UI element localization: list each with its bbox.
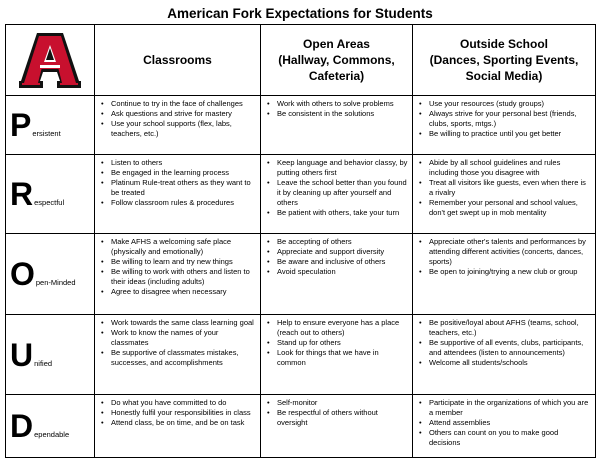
cell-open-areas [261,234,413,315]
list-item: • Stand up for others [277,338,408,348]
table-row [6,395,596,458]
header-open-areas: Open Areas (Hallway, Commons, Cafeteria) [261,25,413,96]
bullet-list [95,315,260,371]
cell-open-areas [261,155,413,234]
list-item: • Be positive/loyal about AFHS (teams, school, teachers, etc.) [429,318,591,338]
list-item: • Attend assemblies [429,418,591,428]
trait-letter: U [10,336,34,373]
bullet-list [261,234,412,280]
list-item: • Participate in the organizations of which you are a member [429,398,591,418]
trait-word: ersistent [32,129,61,138]
list-item: • Work with others to solve problems [277,99,408,109]
bullet-list [413,96,595,142]
list-item: • Leave the school better than you found it by cleaning up after yourself and others [277,178,408,208]
list-item: • Treat all visitors like guests, even when there is a rivalry [429,178,591,198]
page-title: American Fork Expectations for Students [167,6,433,21]
list-item: • Platinum Rule-treat others as they want to be treated [111,178,256,198]
list-item: • Ask questions and strive for mastery [111,109,256,119]
list-item: • Be supportive of classmates mistakes, successes, and accomplishments [111,348,256,368]
table-row [6,96,596,155]
list-item: • Honestly fulfil your responsibilities in class [111,408,256,418]
cell-outside [413,96,596,155]
bullet-list [413,155,595,221]
trait-cell [6,234,95,315]
list-item: • Be open to joining/trying a new club or group [429,267,591,277]
cell-classrooms [95,234,261,315]
bullet-list [413,315,595,371]
trait-letter: D [10,408,34,444]
list-item: • Be willing to learn and try new things [111,257,256,267]
trait-word: ependable [34,430,70,439]
cell-open-areas [261,395,413,458]
cell-classrooms [95,155,261,234]
list-item: • Help to ensure everyone has a place (reach out to others) [277,318,408,338]
list-item: • Make AFHS a welcoming safe place (physically and emotionally) [111,237,256,257]
table-row [6,234,596,315]
cell-outside [413,395,596,458]
list-item: • Appreciate other's talents and performances by attending different activities (concerts, dances, sports) [429,237,591,267]
bullet-list [95,234,260,300]
trait-letter: P [10,107,32,143]
table-row [6,315,596,395]
list-item: • Avoid speculation [277,267,408,277]
list-item: • Welcome all students/schools [429,358,591,368]
bullet-list [261,315,412,371]
trait-cell [6,96,95,155]
cell-classrooms [95,96,261,155]
list-item: • Be patient with others, take your turn [277,208,408,218]
list-item: • Look for things that we have in common [277,348,408,368]
bullet-list [413,234,595,280]
list-item: • Attend class, be on time, and be on task [111,418,256,428]
list-item: • Agree to disagree when necessary [111,287,256,297]
bullet-list [261,155,412,221]
list-item: • Use your school supports (flex, labs, teachers, etc.) [111,119,256,139]
cell-outside [413,234,596,315]
header-classrooms: Classrooms [95,25,261,96]
letter-a-logo-icon [19,31,81,89]
list-item: • Abide by all school guidelines and rules including those you disagree with [429,158,591,178]
trait-word: nified [34,358,53,368]
list-item: • Be engaged in the learning process [111,168,256,178]
expectations-table [5,24,596,458]
list-item: • Appreciate and support diversity [277,247,408,257]
list-item: • Be respectful of others without oversight [277,408,408,428]
list-item: • Self-monitor [277,398,408,408]
list-item: • Always strive for your personal best (friends, clubs, sports, mtgs.) [429,109,591,129]
bullet-list [413,395,595,451]
table-row [6,155,596,234]
list-item: • Continue to try in the face of challenges [111,99,256,109]
cell-classrooms [95,395,261,458]
trait-letter: R [10,176,34,212]
header-outside-school: Outside School (Dances, Sporting Events, Social Media) [413,25,596,96]
list-item: • Be supportive of all events, clubs, participants, and attendees (listen to announcements) [429,338,591,358]
list-item: • Be consistent in the solutions [277,109,408,119]
bullet-list [261,395,412,431]
list-item: • Remember your personal and school values, don't get swept up in mob mentality [429,198,591,218]
list-item: • Be willing to practice until you get better [429,129,591,139]
bullet-list [95,395,260,431]
trait-word: espectful [34,198,65,207]
bullet-list [95,155,260,211]
list-item: • Others can count on you to make good decisions [429,428,591,448]
trait-letter: O [10,256,35,292]
list-item: • Be accepting of others [277,237,408,247]
list-item: • Listen to others [111,158,256,168]
trait-cell [6,395,95,458]
bullet-list [261,96,412,122]
trait-cell [6,155,95,234]
cell-outside [413,315,596,395]
list-item: • Keep language and behavior classy, by putting others first [277,158,408,178]
cell-open-areas [261,315,413,395]
bullet-list [95,96,260,142]
cell-classrooms [95,315,261,395]
list-item: • Use your resources (study groups) [429,99,591,109]
list-item: • Be aware and inclusive of others [277,257,408,267]
trait-word: pen-Minded [35,278,76,287]
logo-cell [6,25,95,96]
cell-open-areas [261,96,413,155]
cell-outside [413,155,596,234]
header-row [6,25,596,96]
list-item: • Be willing to work with others and listen to their ideas (including adults) [111,267,256,287]
list-item: • Follow classroom rules & procedures [111,198,256,208]
list-item: • Work to know the names of your classmates [111,328,256,348]
trait-cell [6,315,95,395]
list-item: • Do what you have committed to do [111,398,256,408]
list-item: • Work towards the same class learning goal [111,318,256,328]
